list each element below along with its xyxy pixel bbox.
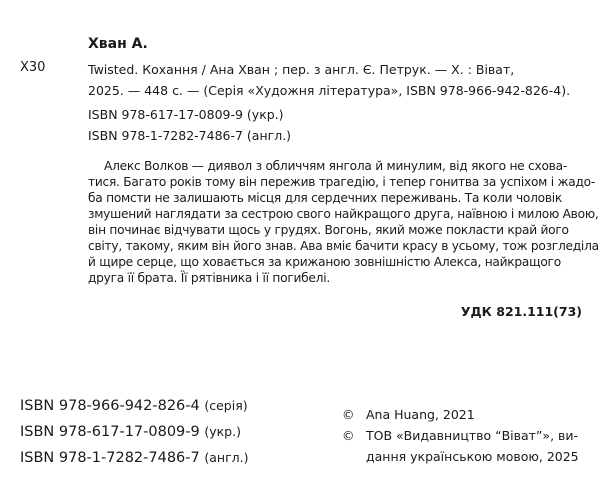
isbn-tag: (англ.): [204, 450, 249, 465]
isbn-number: ISBN 978-1-7282-7486-7: [20, 450, 200, 466]
copyright-line-publisher: [342, 425, 579, 446]
annotation-line: друга її брата. Її рятівника і її погибелі.: [88, 271, 330, 285]
isbn-row-eng: [20, 445, 248, 471]
copyright-publisher-text: ТОВ «Видавництво “Віват”», ви-: [366, 428, 579, 443]
biblio-line-2: 2025. — 448 с. — (Серія «Художня література», ISBN 978-966-942-826-4).: [88, 83, 571, 98]
copyright-block: [342, 404, 579, 467]
isbn-list-bottom: [20, 393, 248, 471]
isbn-tag: (укр.): [204, 424, 241, 439]
author-mark-code: Х30: [20, 60, 46, 75]
isbn-ukr-top: ISBN 978-617-17-0809-9 (укр.): [88, 107, 284, 122]
copyright-line-original: [342, 404, 579, 425]
biblio-line-1: Twisted. Кохання / Ана Хван ; пер. з англ. Є. Петрук. — Х. : Віват,: [88, 62, 515, 77]
author-name: Хван А.: [88, 36, 148, 52]
isbn-row-series: [20, 393, 248, 419]
udk-code: УДК 821.111(73): [460, 304, 582, 319]
bibliographic-description: [88, 59, 570, 101]
annotation-line: змушений наглядати за сестрою свого найкращого друга, наївною і милою Авою,: [88, 207, 599, 221]
annotation-line: світу, такому, яким він його знав. Ава вміє бачити красу в усьому, тож розгледіла: [88, 239, 599, 253]
copyright-publisher-continued: дання українською мовою, 2025: [366, 449, 579, 464]
isbn-eng-top: ISBN 978-1-7282-7486-7 (англ.): [88, 128, 292, 143]
copyright-icon: ©: [342, 428, 355, 443]
annotation: [88, 158, 599, 286]
annotation-line: Алекс Волков — диявол з обличчям янгола й минулим, від якого не схова-: [104, 159, 567, 173]
copyright-icon: ©: [342, 407, 355, 422]
isbn-number: ISBN 978-617-17-0809-9: [20, 424, 200, 440]
isbn-number: ISBN 978-966-942-826-4: [20, 398, 200, 414]
copyright-original-text: Ana Huang, 2021: [366, 407, 475, 422]
isbn-row-ukr: [20, 419, 248, 445]
annotation-line: й щире серце, що ховається за крижаною зовнішністю Алекса, найкращого: [88, 255, 561, 269]
isbn-list-top: [88, 104, 291, 146]
isbn-tag: (серія): [204, 398, 248, 413]
annotation-line: ба помсти не залишають місця для сердечних переживань. Та коли чоловік: [88, 191, 563, 205]
annotation-line: тися. Багато років тому він пережив трагедію, і тепер гонитва за успіхом і жадо-: [88, 175, 595, 189]
annotation-line: він починає відчувати щось у грудях. Вогонь, який може покласти край його: [88, 223, 569, 237]
